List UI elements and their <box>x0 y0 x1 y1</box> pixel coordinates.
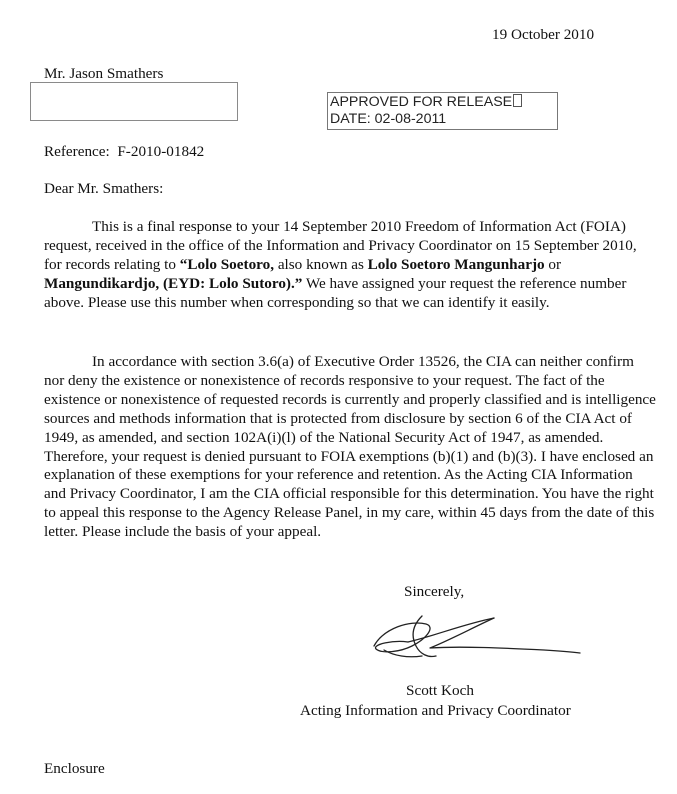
enclosure-note: Enclosure <box>44 760 105 777</box>
signer-name: Scott Koch <box>406 682 474 699</box>
paragraph-determination <box>44 353 656 542</box>
p1-text-2: also known as <box>274 255 368 273</box>
stamp-approved-line <box>330 94 557 111</box>
stamp-box-glyph <box>513 94 522 107</box>
reference-line <box>44 143 204 161</box>
signer-title: Acting Information and Privacy Coordinator <box>300 702 571 719</box>
p2-text: In accordance with section 3.6(a) of Executive Order 13526, the CIA can neither confirm nor deny the existence or nonexistence of records responsive to your request. The fact of the existence or nonexistence of requested records is currently and properly classified and is intelligence sources and methods information that is protected from disclosure by section 6 of the CIA Act of 1949, as amended, and section 102A(i)(l) of the National Security Act of 1947, as amended. Therefore, your request is denied pursuant to FOIA exemptions (b)(1) and (b)(3). I have enclosed an explanation of these exemptions for your reference and retention. As the Acting CIA Information and Privacy Coordinator, I am the CIA official responsible for this determination. You have the right to appeal this response to the Agency Release Panel, in my care, within 45 days from the date of this letter. Please include the basis of your appeal. <box>44 353 656 541</box>
addressee-name: Mr. Jason Smathers <box>44 65 164 82</box>
p1-bold-alias-2: Mangundikardjo, (EYD: Lolo Sutoro).” <box>44 274 303 292</box>
stamp-approved-text: APPROVED FOR RELEASE <box>330 94 513 110</box>
p1-bold-name: “Lolo Soetoro, <box>179 255 275 273</box>
p1-text-4: We have assigned your request the reference number above. Please use this number when corresponding so that we can identify it easily. <box>44 274 627 311</box>
p1-text-1: This is a final response to your 14 September 2010 Freedom of Information Act (FOIA) request, received in the office of the Information and Privacy Coordinator on 15 September 2010, for records relating to <box>44 218 637 273</box>
p1-text-3: or <box>544 255 562 273</box>
handwritten-signature <box>364 606 594 672</box>
release-stamp <box>327 92 558 130</box>
closing: Sincerely, <box>404 583 465 600</box>
reference-label: Reference: <box>44 143 110 160</box>
p1-bold-alias-1: Lolo Soetoro Mangunharjo <box>367 255 545 273</box>
paragraph-response <box>44 218 656 313</box>
reference-number: F-2010-01842 <box>117 143 205 160</box>
salutation: Dear Mr. Smathers: <box>44 180 164 197</box>
letter-date: 19 October 2010 <box>492 26 595 43</box>
stamp-date-line: DATE: 02-08-2011 <box>330 111 447 127</box>
redacted-address-box <box>30 82 238 121</box>
